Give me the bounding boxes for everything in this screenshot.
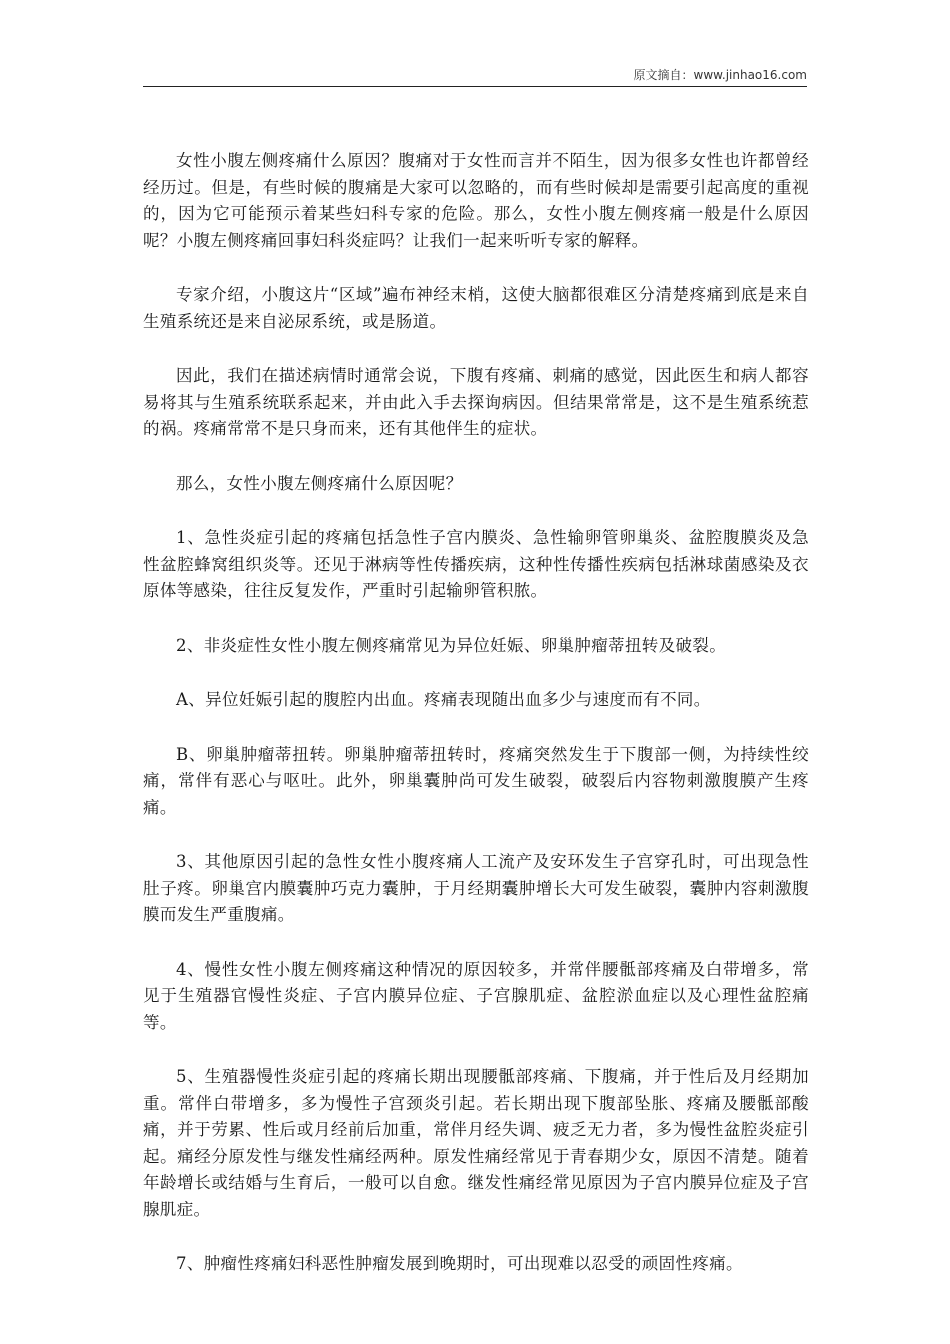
source-attribution: 原文摘自：www.jinhao16.com xyxy=(633,68,807,82)
paragraph-item-2: 2、非炎症性女性小腹左侧疼痛常见为异位妊娠、卵巢肿瘤蒂扭转及破裂。 xyxy=(176,635,727,655)
paragraph-intro: 女性小腹左侧疼痛什么原因？腹痛对于女性而言并不陌生，因为很多女性也许都曾经经历过。但是，有些时候的腹痛是大家可以忽略的，而有些时候却是需要引起高度的重视的，因为它可能预示着某些妇科专家的危险。那么，女性小腹左侧疼痛一般是什么原因呢？小腹左侧疼痛回事妇科炎症吗？让我们一起来听听专家的解释。 xyxy=(143,151,809,250)
paragraph-item-2b: B、卵巢肿瘤蒂扭转。卵巢肿瘤蒂扭转时，疼痛突然发生于下腹部一侧，为持续性绞痛，常伴有恶心与呕吐。此外，卵巢囊肿尚可发生破裂，破裂后内容物刺激腹膜产生疼痛。 xyxy=(143,744,809,817)
paragraph-item-7: 7、肿瘤性疼痛妇科恶性肿瘤发展到晚期时，可出现难以忍受的顽固性疼痛。 xyxy=(176,1254,743,1273)
paragraph-description: 因此，我们在描述病情时通常会说，下腹有疼痛、刺痛的感觉，因此医生和病人都容易将其与生殖系统联系起来，并由此入手去探询病因。但结果常常是，这不是生殖系统惹的祸。疼痛常常不是只身而来，还有其他伴生的症状。 xyxy=(143,366,809,438)
paragraph-expert-intro: 专家介绍，小腹这片“区域”遍布神经末梢，这使大脑都很难区分清楚疼痛到底是来自生殖系统还是来自泌尿系统，或是肠道。 xyxy=(143,285,809,331)
paragraph-item-5: 5、生殖器慢性炎症引起的疼痛长期出现腰骶部疼痛、下腹痛，并于性后及月经期加重。常伴白带增多，多为慢性子宫颈炎引起。若长期出现下腹部坠胀、疼痛及腰骶部酸痛，并于劳累、性后或月经前后加重，常伴月经失调、疲乏无力者，多为慢性盆腔炎症引起。痛经分原发性与继发性痛经两种。原发性痛经常见于青春期少女，原因不清楚。随着年龄增长或结婚与生育后，一般可以自愈。继发性痛经常见原因为子宫内膜异位症及子宫腺肌症。 xyxy=(143,1067,809,1219)
paragraph-item-3: 3、其他原因引起的急性女性小腹疼痛人工流产及安环发生子宫穿孔时，可出现急性肚子疼。卵巢宫内膜囊肿巧克力囊肿，于月经期囊肿增长大可发生破裂，囊肿内容刺激腹膜而发生严重腹痛。 xyxy=(143,852,809,924)
paragraph-question: 那么，女性小腹左侧疼痛什么原因呢？ xyxy=(176,473,463,493)
paragraph-item-1: 1、急性炎症引起的疼痛包括急性子宫内膜炎、急性输卵管卵巢炎、盆腔腹膜炎及急性盆腔蜂窝组织炎等。还见于淋病等性传播疾病，这种性传播性疾病包括淋球菌感染及衣原体等感染，往往反复发作，严重时引起输卵管积脓。 xyxy=(143,528,809,600)
paragraph-item-4: 4、慢性女性小腹左侧疼痛这种情况的原因较多，并常伴腰骶部疼痛及白带增多，常见于生殖器官慢性炎症、子宫内膜异位症、子宫腺肌症、盆腔淤血症以及心理性盆腔痛等。 xyxy=(143,959,809,1032)
paragraph-item-2a: A、异位妊娠引起的腹腔内出血。疼痛表现随出血多少与速度而有不同。 xyxy=(176,690,711,709)
article-body xyxy=(143,148,809,1306)
page-header xyxy=(143,62,807,87)
